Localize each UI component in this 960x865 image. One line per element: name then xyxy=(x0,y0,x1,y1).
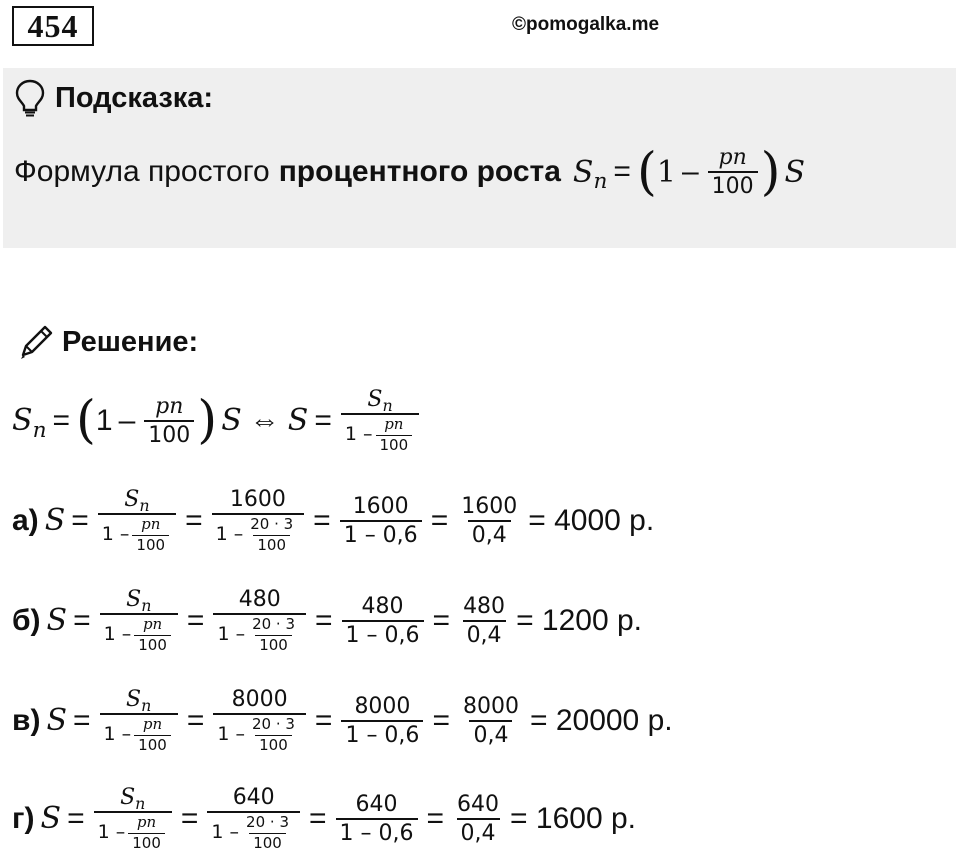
row-eq: = xyxy=(315,603,333,637)
row-eq: = xyxy=(430,503,449,537)
row-frac-substituted: 8000 1 – $\frac{20 \cdot 3}{100}$ xyxy=(213,688,306,754)
gen-left-paren: ( xyxy=(76,391,96,451)
row-result: = 1200 р. xyxy=(516,603,643,637)
row-frac-step3: $\frac{1600}{1 - 0,6}$ xyxy=(340,495,422,547)
gen-s2: S xyxy=(221,403,242,439)
row-frac-formula: $S_n$ 1 – $\frac{pn}{100}$ xyxy=(94,786,172,852)
row-eq: = xyxy=(314,703,333,737)
row-eq: = xyxy=(180,801,199,835)
gen-iff: ⇔ xyxy=(249,403,280,437)
row-frac-step3: $\frac{640}{1 - 0,6}$ xyxy=(336,793,418,845)
row-eq: = xyxy=(73,703,91,737)
gen-frac-den: 100 xyxy=(144,420,194,447)
problem-number: 454 xyxy=(12,6,94,46)
row-frac-substituted: 1600 1 – $\frac{20 \cdot 3}{100}$ xyxy=(212,488,305,554)
row-result: = 1600 р. xyxy=(510,801,636,835)
gen-s3: S xyxy=(287,403,309,439)
hint-title: Подсказка: xyxy=(55,81,214,114)
hint-left-paren: ( xyxy=(636,142,657,202)
gen-s: $S_n$ xyxy=(12,403,47,443)
gen-frac2-den: 1 – $\frac{pn}{100}$ xyxy=(341,413,419,454)
pencil-icon xyxy=(16,322,56,362)
hint-frac-den: 100 xyxy=(708,171,758,198)
hint-text-bold: процентного роста xyxy=(278,155,561,189)
row-eq: = xyxy=(71,503,89,537)
row-eq: = xyxy=(186,703,205,737)
general-formula xyxy=(12,388,422,454)
gen-fraction-2 xyxy=(341,388,419,454)
solution-title: Решение: xyxy=(62,325,199,358)
row-eq: = xyxy=(67,801,85,835)
hint-box xyxy=(3,68,956,248)
gen-fraction xyxy=(144,395,194,447)
hint-tail-s: S xyxy=(784,154,806,190)
solution-row xyxy=(12,488,654,554)
row-label: г) xyxy=(12,801,35,835)
row-eq: = xyxy=(432,703,450,737)
hint-formula-s: $S_n$ xyxy=(572,154,608,195)
gen-minus: – xyxy=(118,403,136,437)
row-s: S xyxy=(40,801,62,837)
gen-eq: = xyxy=(52,403,71,437)
row-frac-formula: $S_n$ 1 – $\frac{pn}{100}$ xyxy=(100,588,178,654)
hint-formula-eq: = xyxy=(613,155,631,189)
row-s: S xyxy=(46,703,67,739)
row-eq: = xyxy=(426,801,445,835)
hint-frac-num: pn xyxy=(718,145,747,170)
row-frac-step4: $\frac{640}{0,4}$ xyxy=(457,791,500,846)
hint-minus: – xyxy=(681,155,699,189)
hint-right-paren: ) xyxy=(760,142,781,202)
row-eq: = xyxy=(73,603,91,637)
hint-text xyxy=(14,142,806,202)
lightbulb-icon xyxy=(15,79,45,117)
gen-frac2-inner: $\frac{pn}{100}$ xyxy=(376,417,413,454)
gen-one: 1 xyxy=(95,403,113,437)
hint-one: 1 xyxy=(656,154,676,190)
solution-row xyxy=(12,786,636,852)
row-frac-step4: $\frac{480}{0,4}$ xyxy=(463,593,506,648)
gen-frac-num: pn xyxy=(155,393,184,419)
row-eq: = xyxy=(308,801,327,835)
gen-right-paren: ) xyxy=(197,391,218,451)
solution-row xyxy=(12,588,642,654)
row-frac-formula: $S_n$ 1 – $\frac{pn}{100}$ xyxy=(98,488,176,554)
row-result: = 20000 р. xyxy=(529,703,673,737)
hint-header xyxy=(15,78,213,118)
hint-fraction xyxy=(708,146,758,198)
row-frac-substituted: 480 1 – $\frac{20 \cdot 3}{100}$ xyxy=(213,588,306,654)
row-frac-step3: $\frac{8000}{1 - 0,6}$ xyxy=(341,695,423,747)
row-label: а) xyxy=(12,503,39,537)
gen-frac2-num: $S_n$ xyxy=(367,387,393,415)
row-frac-formula: $S_n$ 1 – $\frac{pn}{100}$ xyxy=(100,688,178,754)
row-s: S xyxy=(44,503,66,539)
solution-row xyxy=(12,688,673,754)
row-label: б) xyxy=(12,603,41,637)
row-eq: = xyxy=(432,603,451,637)
row-result: = 4000 р. xyxy=(528,503,655,537)
hint-text-plain: Формула простого xyxy=(14,155,270,189)
row-frac-step4: $\frac{1600}{0,4}$ xyxy=(461,493,518,548)
row-frac-substituted: 640 1 – $\frac{20 \cdot 3}{100}$ xyxy=(207,786,300,852)
row-frac-step4: $\frac{8000}{0,4}$ xyxy=(462,693,519,748)
row-eq: = xyxy=(185,503,203,537)
row-frac-step3: $\frac{480}{1 - 0,6}$ xyxy=(342,595,424,647)
row-eq: = xyxy=(313,503,331,537)
solution-header xyxy=(16,320,198,364)
row-label: в) xyxy=(12,703,41,737)
row-s: S xyxy=(46,603,68,639)
gen-eq2: = xyxy=(314,403,332,437)
row-eq: = xyxy=(186,603,205,637)
watermark: ©pomogalka.me xyxy=(512,14,660,35)
